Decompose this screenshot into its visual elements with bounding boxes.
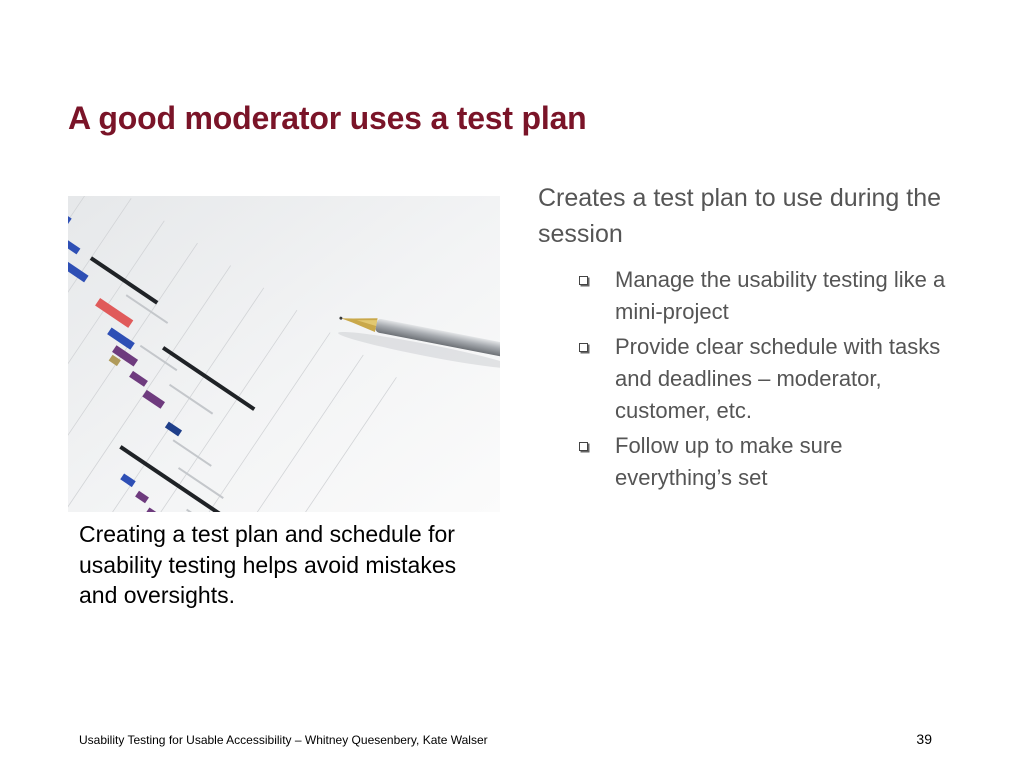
- gantt-chart-photo: [68, 196, 500, 512]
- bullet-item: [578, 331, 958, 427]
- bullet-item: [578, 430, 958, 494]
- footer-credits: Usability Testing for Usable Accessibility – Whitney Quesenbery, Kate Walser: [79, 733, 488, 747]
- bullet-text: Provide clear schedule with tasks and deadlines – moderator, customer, etc.: [615, 334, 941, 423]
- image-caption: Creating a test plan and schedule for usability testing helps avoid mistakes and oversights.: [79, 521, 457, 608]
- bullet-text: Follow up to make sure everything’s set: [615, 433, 843, 490]
- hollow-square-bullet-icon: [579, 442, 588, 451]
- lead-statement: Creates a test plan to use during the session: [538, 184, 942, 248]
- bullet-list: [578, 264, 958, 497]
- slide-title: A good moderator uses a test plan: [68, 100, 587, 136]
- page-number: 39: [916, 731, 932, 747]
- hollow-square-bullet-icon: [579, 276, 588, 285]
- bullet-item: [578, 264, 958, 328]
- hollow-square-bullet-icon: [579, 343, 588, 352]
- bullet-text: Manage the usability testing like a mini-project: [615, 267, 946, 324]
